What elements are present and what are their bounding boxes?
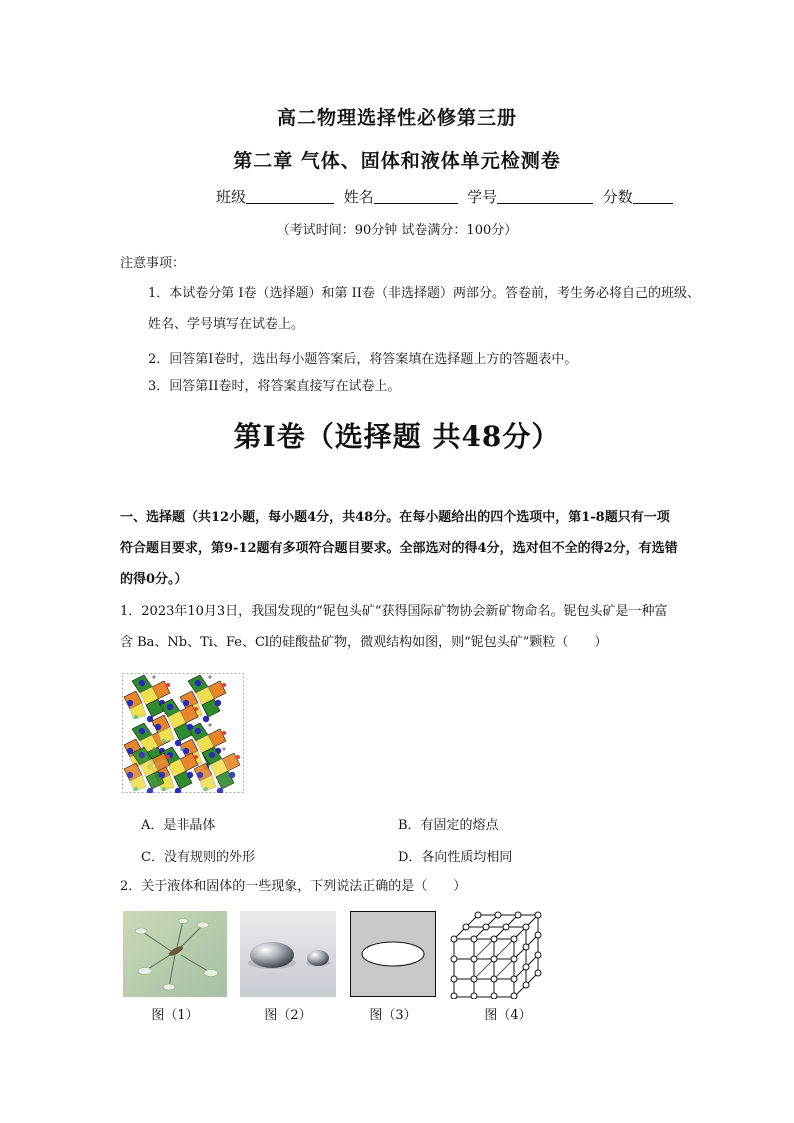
figure-4-caption: 图（4） (484, 1008, 532, 1023)
volume-title: 第Ⅰ卷（选择题 共48分） (233, 420, 561, 453)
cubic-lattice-icon (450, 911, 542, 999)
note-item-1: 1．本试卷分第 I卷（选择题）和第 II卷（非选择题）两部分。答卷前，考生务必将自己的班级、姓名、学号填写在试卷上。 (148, 286, 700, 332)
figure-3-image (350, 911, 436, 997)
name-blank (374, 189, 458, 204)
page-title: 高二物理选择性必修第三册 (276, 107, 517, 129)
class-blank (246, 189, 334, 204)
exam-info: （考试时间：90分钟 试卷满分：100分） (276, 223, 518, 238)
figure-2-image (240, 911, 336, 997)
note-item-3: 3．回答第II卷时，将答案直接写在试卷上。 (148, 379, 401, 394)
figure-4-image (450, 911, 542, 999)
class-label: 班级 (216, 188, 247, 206)
ellipse-melting-icon (350, 911, 436, 997)
figure-3-caption: 图（3） (369, 1008, 417, 1023)
mercury-drops-icon (240, 911, 336, 997)
notes-heading: 注意事项： (120, 256, 186, 271)
student-info-line (216, 186, 676, 207)
q1-option-b: B．有固定的熔点 (398, 818, 499, 833)
section-heading: 一、选择题（共12小题，每小题4分，共48分。在每小题给出的四个选项中，第1-8题只有一项符合题目要求，第9-12题有多项符合题目要求。全部选对的得4分，选对但不全的得2分，有选错的得0分。） (120, 510, 678, 587)
figure-1-caption: 图（1） (151, 1008, 199, 1023)
crystal-lattice-icon (122, 673, 244, 793)
q1-option-a: A．是非晶体 (141, 818, 216, 833)
q1-option-c: C．没有规则的外形 (141, 850, 255, 865)
note-item-2: 2．回答第I卷时，选出每小题答案后，将答案填在选择题上方的答题表中。 (148, 352, 578, 367)
score-blank (633, 189, 673, 204)
page-subtitle: 第二章 气体、固体和液体单元检测卷 (233, 150, 561, 172)
id-blank (497, 189, 593, 204)
water-strider-icon (123, 911, 227, 997)
figure-1-image (123, 911, 227, 997)
name-label: 姓名 (343, 188, 374, 206)
mineral-structure-image (122, 673, 244, 793)
question-1-stem: 1．2023年10月3日，我国发现的“铌包头矿”获得国际矿物协会新矿物命名。铌包头矿是一种富含 Ba、Nb、Ti、Fe、Cl的硅酸盐矿物，微观结构如图，则“铌包头矿”颗粒（ ） (120, 604, 668, 650)
score-label: 分数 (602, 188, 633, 206)
figure-2-caption: 图（2） (264, 1008, 312, 1023)
id-label: 学号 (467, 188, 498, 206)
q1-option-d: D．各向性质均相同 (398, 850, 513, 865)
question-2-stem: 2．关于液体和固体的一些现象，下列说法正确的是（ ） (120, 879, 467, 894)
